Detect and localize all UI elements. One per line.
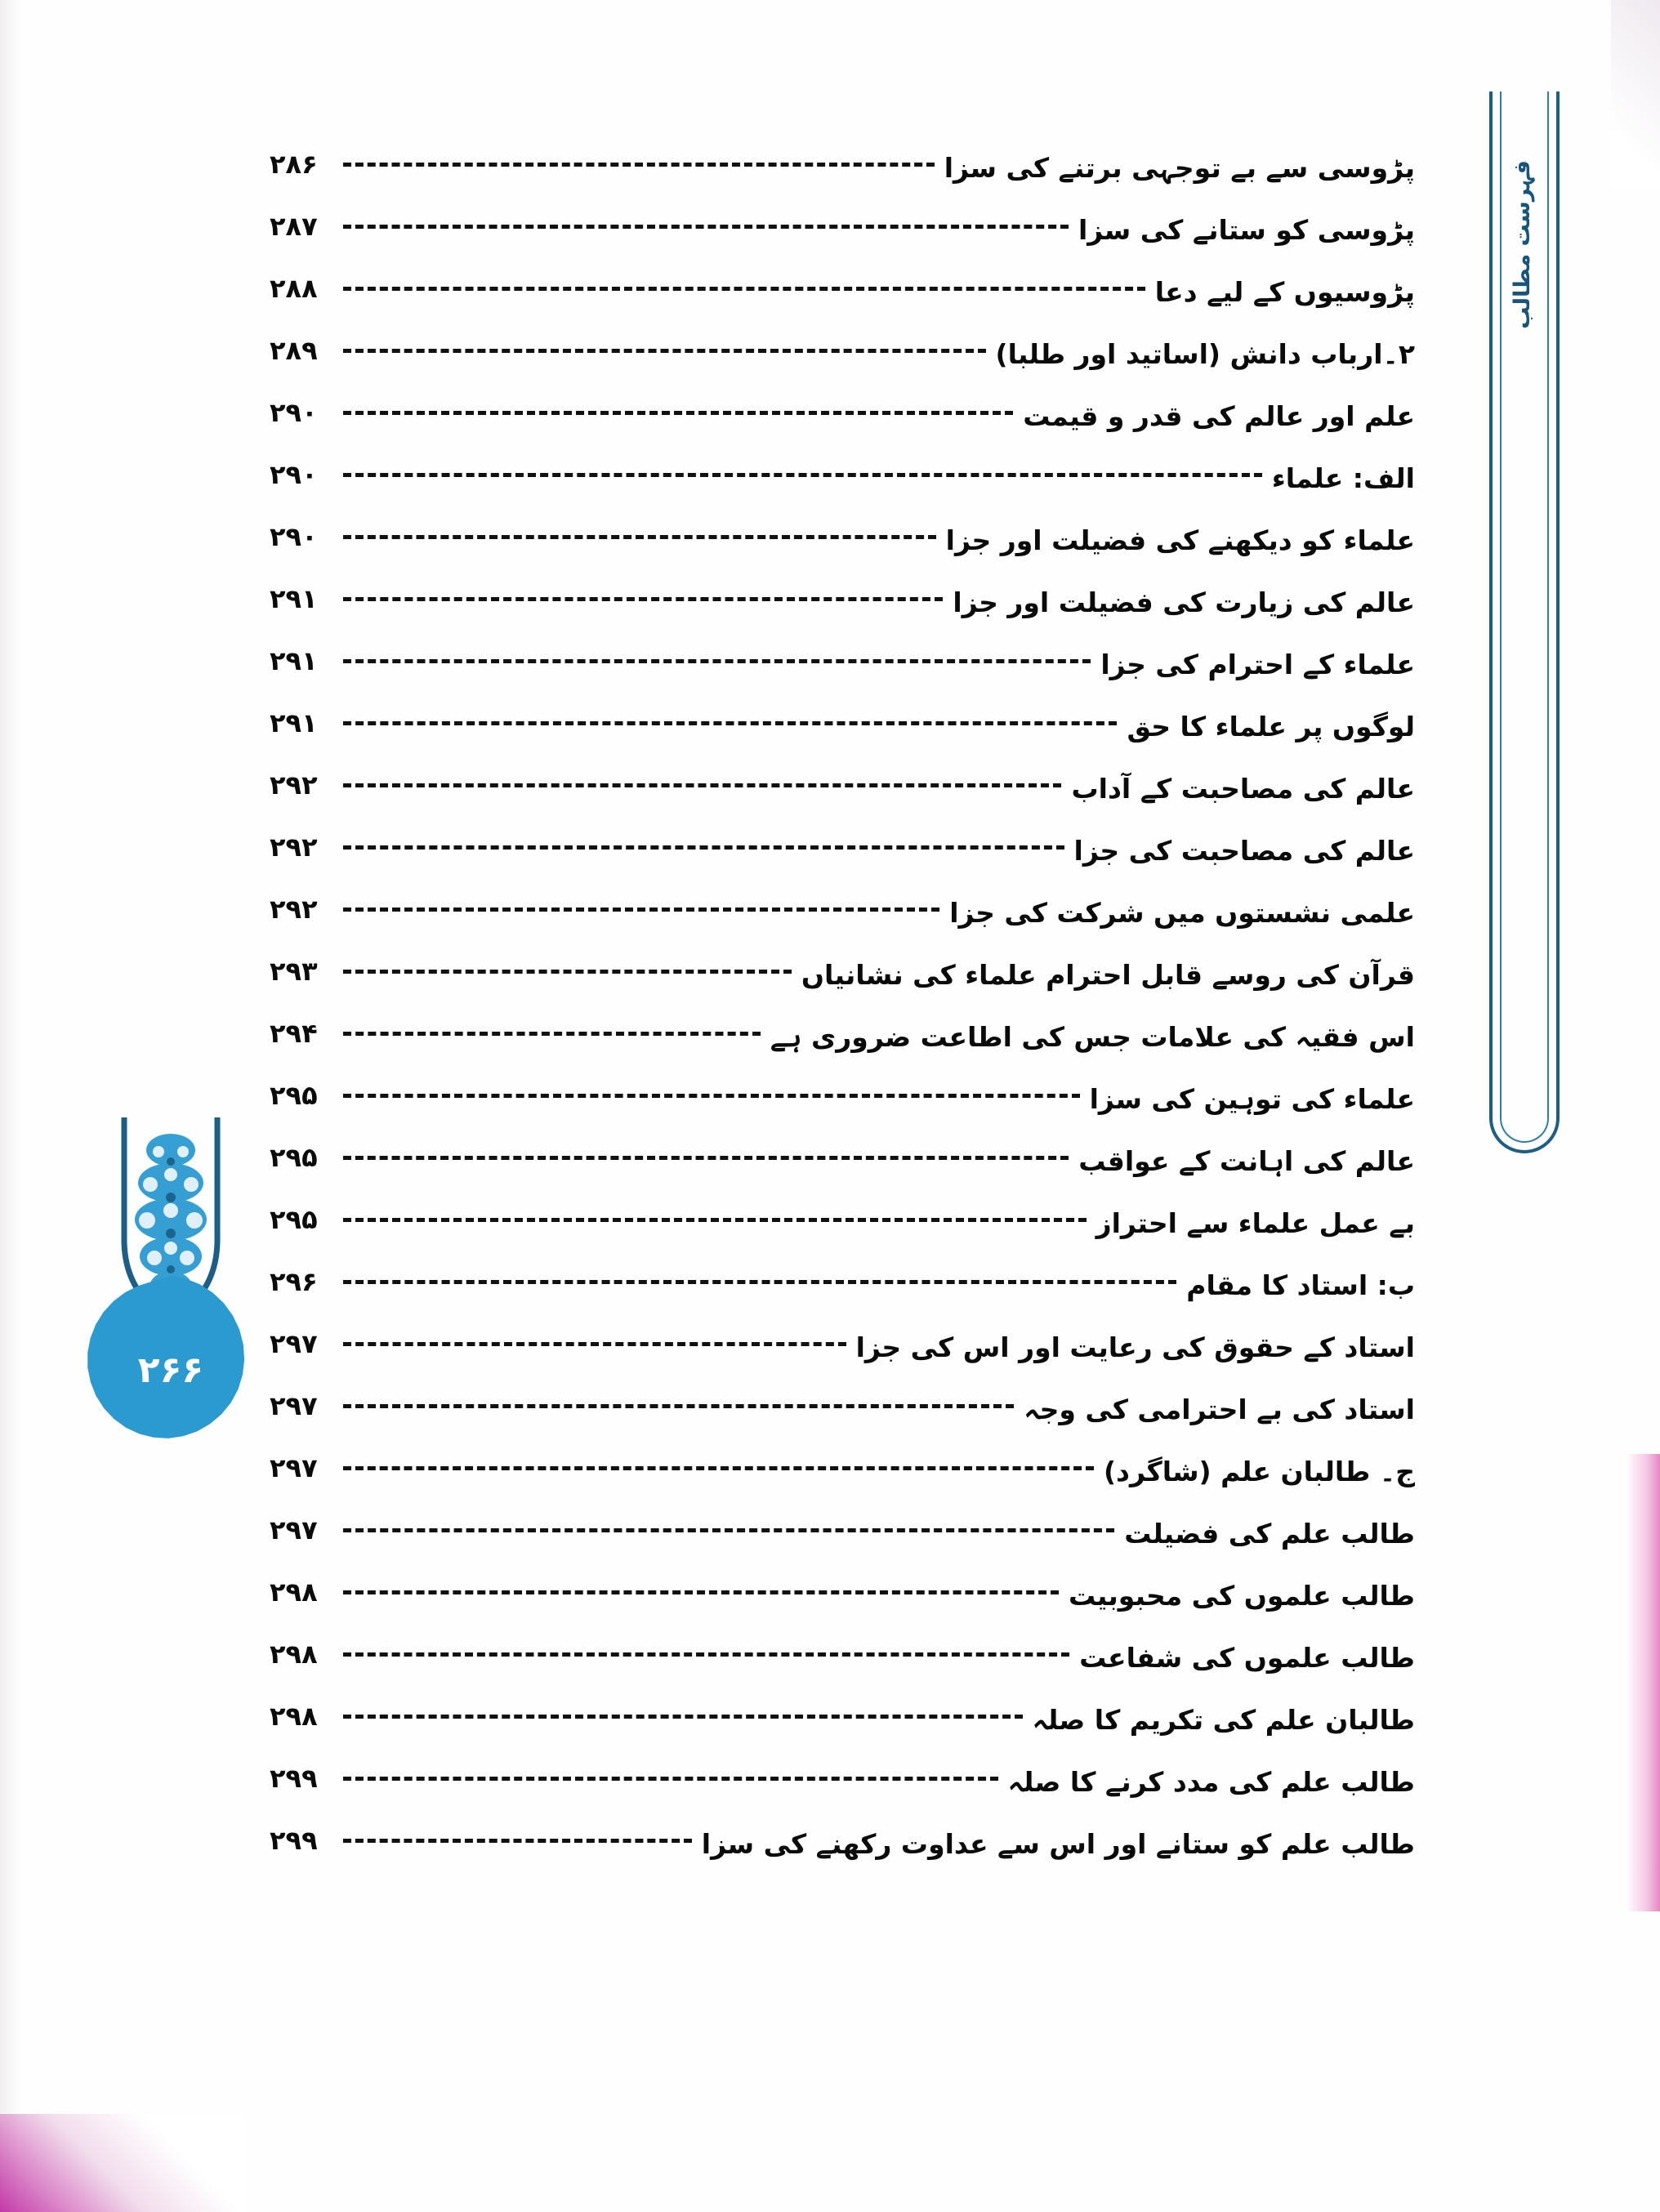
toc-entry-page-number: ۲۹۷ <box>270 1452 318 1483</box>
toc-entry-title: طالب علموں کی محبوبیت <box>1068 1580 1415 1612</box>
toc-leader-dots <box>343 1032 761 1036</box>
toc-leader-dots <box>343 1715 1023 1719</box>
toc-row[interactable] <box>270 123 1415 185</box>
toc-row[interactable] <box>270 1364 1415 1426</box>
toc-row[interactable] <box>270 557 1415 619</box>
toc-entry-title: طالبان علم کی تکریم کا صلہ <box>1032 1704 1415 1736</box>
toc-leader-dots <box>343 473 1262 477</box>
toc-entry-title: عالم کی زیارت کی فضیلت اور جزا <box>953 586 1415 618</box>
toc-leader-dots <box>343 659 1091 663</box>
toc-row[interactable] <box>270 185 1415 247</box>
toc-entry-title: ج۔ طالبان علم (شاگرد) <box>1103 1456 1415 1487</box>
toc-row[interactable] <box>270 930 1415 992</box>
toc-row[interactable] <box>270 1550 1415 1612</box>
toc-entry-page-number: ۲۹۸ <box>270 1639 318 1670</box>
toc-entry-title: پڑوسی سے بے توجہی برتنے کی سزا <box>944 152 1415 184</box>
toc-leader-dots <box>343 535 936 539</box>
toc-leader-dots <box>343 1466 1094 1470</box>
toc-entry-title: عالم کی مصاحبت کے آداب <box>1071 773 1415 805</box>
toc-leader-dots <box>343 1528 1114 1532</box>
toc-entry-page-number: ۲۹۱ <box>270 645 318 676</box>
toc-entry-title: قرآن کی روسے قابل احترام علماء کی نشانیاں <box>801 959 1415 991</box>
toc-entry-page-number: ۲۹۱ <box>270 583 318 614</box>
toc-entry-page-number: ۲۹۷ <box>270 1390 318 1421</box>
toc-row[interactable] <box>270 992 1415 1054</box>
toc-leader-dots <box>343 1342 846 1346</box>
toc-entry-page-number: ۲۹۲ <box>270 894 318 925</box>
toc-entry-page-number: ۲۹۰ <box>270 397 318 428</box>
toc-row[interactable] <box>270 1240 1415 1302</box>
toc-row[interactable] <box>270 309 1415 371</box>
toc-entry-page-number: ۲۹۲ <box>270 769 318 801</box>
toc-entry-page-number: ۲۹۸ <box>270 1701 318 1732</box>
toc-entry-title: طالب علموں کی شفاعت <box>1079 1642 1415 1674</box>
toc-leader-dots <box>343 1218 1087 1222</box>
toc-leader-dots <box>343 1404 1014 1408</box>
toc-entry-page-number: ۲۹۹ <box>270 1763 318 1794</box>
toc-entry-page-number: ۲۹۳ <box>270 956 318 987</box>
toc-row[interactable] <box>270 495 1415 557</box>
toc-entry-title: علماء کو دیکھنے کی فضیلت اور جزا <box>945 524 1415 556</box>
toc-entry-page-number: ۲۹۷ <box>270 1328 318 1359</box>
toc-entry-page-number: ۲۹۶ <box>270 1266 318 1297</box>
toc-row[interactable] <box>270 1612 1415 1675</box>
side-label-fehrist-e-mataalib: فہرست مطالب <box>1510 160 1535 329</box>
toc-row[interactable] <box>270 1302 1415 1364</box>
toc-entry-title: علم اور عالم کی قدر و قیمت <box>1023 400 1415 432</box>
toc-entry-page-number: ۲۸۷ <box>270 211 318 242</box>
toc-row[interactable] <box>270 681 1415 743</box>
toc-leader-dots <box>343 1280 1176 1284</box>
toc-row[interactable] <box>270 433 1415 495</box>
toc-entry-page-number: ۲۹۸ <box>270 1576 318 1608</box>
toc-entry-page-number: ۲۹۵ <box>270 1204 318 1235</box>
toc-leader-dots <box>343 597 943 601</box>
toc-entry-page-number: ۲۹۷ <box>270 1514 318 1545</box>
toc-leader-dots <box>343 225 1069 229</box>
toc-leader-dots <box>343 970 792 974</box>
toc-entry-title: لوگوں پر علماء کا حق <box>1127 711 1415 743</box>
toc-row[interactable] <box>270 743 1415 805</box>
toc-row[interactable] <box>270 1054 1415 1116</box>
toc-entry-title: علماء کی توہین کی سزا <box>1089 1083 1415 1115</box>
toc-leader-dots <box>343 1590 1059 1594</box>
toc-entry-title: استاد کی بے احترامی کی وجہ <box>1024 1394 1415 1425</box>
page-number-medallion <box>84 1276 257 1449</box>
toc-entry-title: طالب علم کی مدد کرنے کا صلہ <box>1007 1766 1415 1798</box>
toc-entry-title: استاد کے حقوق کی رعایت اور اس کی جزا <box>855 1331 1415 1363</box>
toc-row[interactable] <box>270 1426 1415 1488</box>
page-edge-shading-right <box>1626 1454 1660 1911</box>
toc-row[interactable] <box>270 1178 1415 1240</box>
page-number: ۲۶۶ <box>137 1349 204 1391</box>
toc-leader-dots <box>343 783 1061 787</box>
toc-leader-dots <box>343 721 1117 725</box>
toc-row[interactable] <box>270 371 1415 433</box>
toc-leader-dots <box>343 349 986 353</box>
toc-entry-page-number: ۲۹۱ <box>270 707 318 738</box>
toc-row[interactable] <box>270 247 1415 309</box>
page-edge-shading-bottom-left <box>0 2114 245 2212</box>
toc-entry-title: پڑوسیوں کے لیے دعا <box>1154 276 1415 308</box>
toc-entry-page-number: ۲۹۲ <box>270 832 318 863</box>
toc-leader-dots <box>343 1156 1069 1160</box>
toc-entry-page-number: ۲۸۸ <box>270 273 318 304</box>
toc-entry-page-number: ۲۹۰ <box>270 521 318 552</box>
toc-entry-page-number: ۲۹۰ <box>270 459 318 490</box>
page-edge-shading-left <box>0 0 21 2212</box>
toc-leader-dots <box>343 287 1145 291</box>
toc-entry-title: ۲۔ارباب دانش (اساتید اور طلبا) <box>995 338 1415 370</box>
toc-row[interactable] <box>270 1799 1415 1861</box>
toc-row[interactable] <box>270 619 1415 681</box>
toc-leader-dots <box>343 1094 1080 1098</box>
toc-row[interactable] <box>270 1675 1415 1737</box>
toc-row[interactable] <box>270 867 1415 930</box>
toc-leader-dots <box>343 163 935 167</box>
toc-entry-title: بے عمل علماء سے احتراز <box>1096 1207 1415 1239</box>
toc-entry-title: عالم کی مصاحبت کی جزا <box>1073 835 1415 867</box>
toc-entry-page-number: ۲۹۹ <box>270 1825 318 1856</box>
toc-entry-page-number: ۲۹۴ <box>270 1018 318 1049</box>
toc-entry-title: پڑوسی کو ستانے کی سزا <box>1078 214 1415 246</box>
toc-entry-title: اس فقیہ کی علامات جس کی اطاعت ضروری ہے <box>770 1021 1415 1053</box>
toc-leader-dots <box>343 1777 998 1781</box>
toc-leader-dots <box>343 908 939 912</box>
toc-entry-page-number: ۲۹۵ <box>270 1142 318 1173</box>
toc-entry-title: ب: استاد کا مقام <box>1186 1269 1415 1301</box>
page-edge-shading-top-right <box>1611 0 1660 188</box>
toc-leader-dots <box>343 411 1013 415</box>
toc-leader-dots <box>343 1652 1069 1657</box>
toc-entry-title: طالب علم کو ستانے اور اس سے عداوت رکھنے کی سزا <box>701 1828 1415 1860</box>
toc-entry-page-number: ۲۹۵ <box>270 1080 318 1111</box>
toc-row[interactable] <box>270 1737 1415 1799</box>
toc-row[interactable] <box>270 1116 1415 1178</box>
toc-row[interactable] <box>270 1488 1415 1550</box>
toc-entry-title: الف: علماء <box>1271 462 1415 494</box>
toc-entry-title: عالم کی اہانت کے عواقب <box>1078 1145 1415 1177</box>
toc-entry-title: طالب علم کی فضیلت <box>1124 1518 1415 1550</box>
toc-row[interactable] <box>270 805 1415 867</box>
table-of-contents <box>270 123 1415 1861</box>
toc-entry-page-number: ۲۸۶ <box>270 149 318 180</box>
toc-entry-title: علماء کے احترام کی جزا <box>1100 649 1415 680</box>
toc-entry-page-number: ۲۸۹ <box>270 335 318 366</box>
toc-leader-dots <box>343 1839 692 1843</box>
toc-leader-dots <box>343 845 1064 850</box>
toc-entry-title: علمی نشستوں میں شرکت کی جزا <box>949 897 1415 929</box>
